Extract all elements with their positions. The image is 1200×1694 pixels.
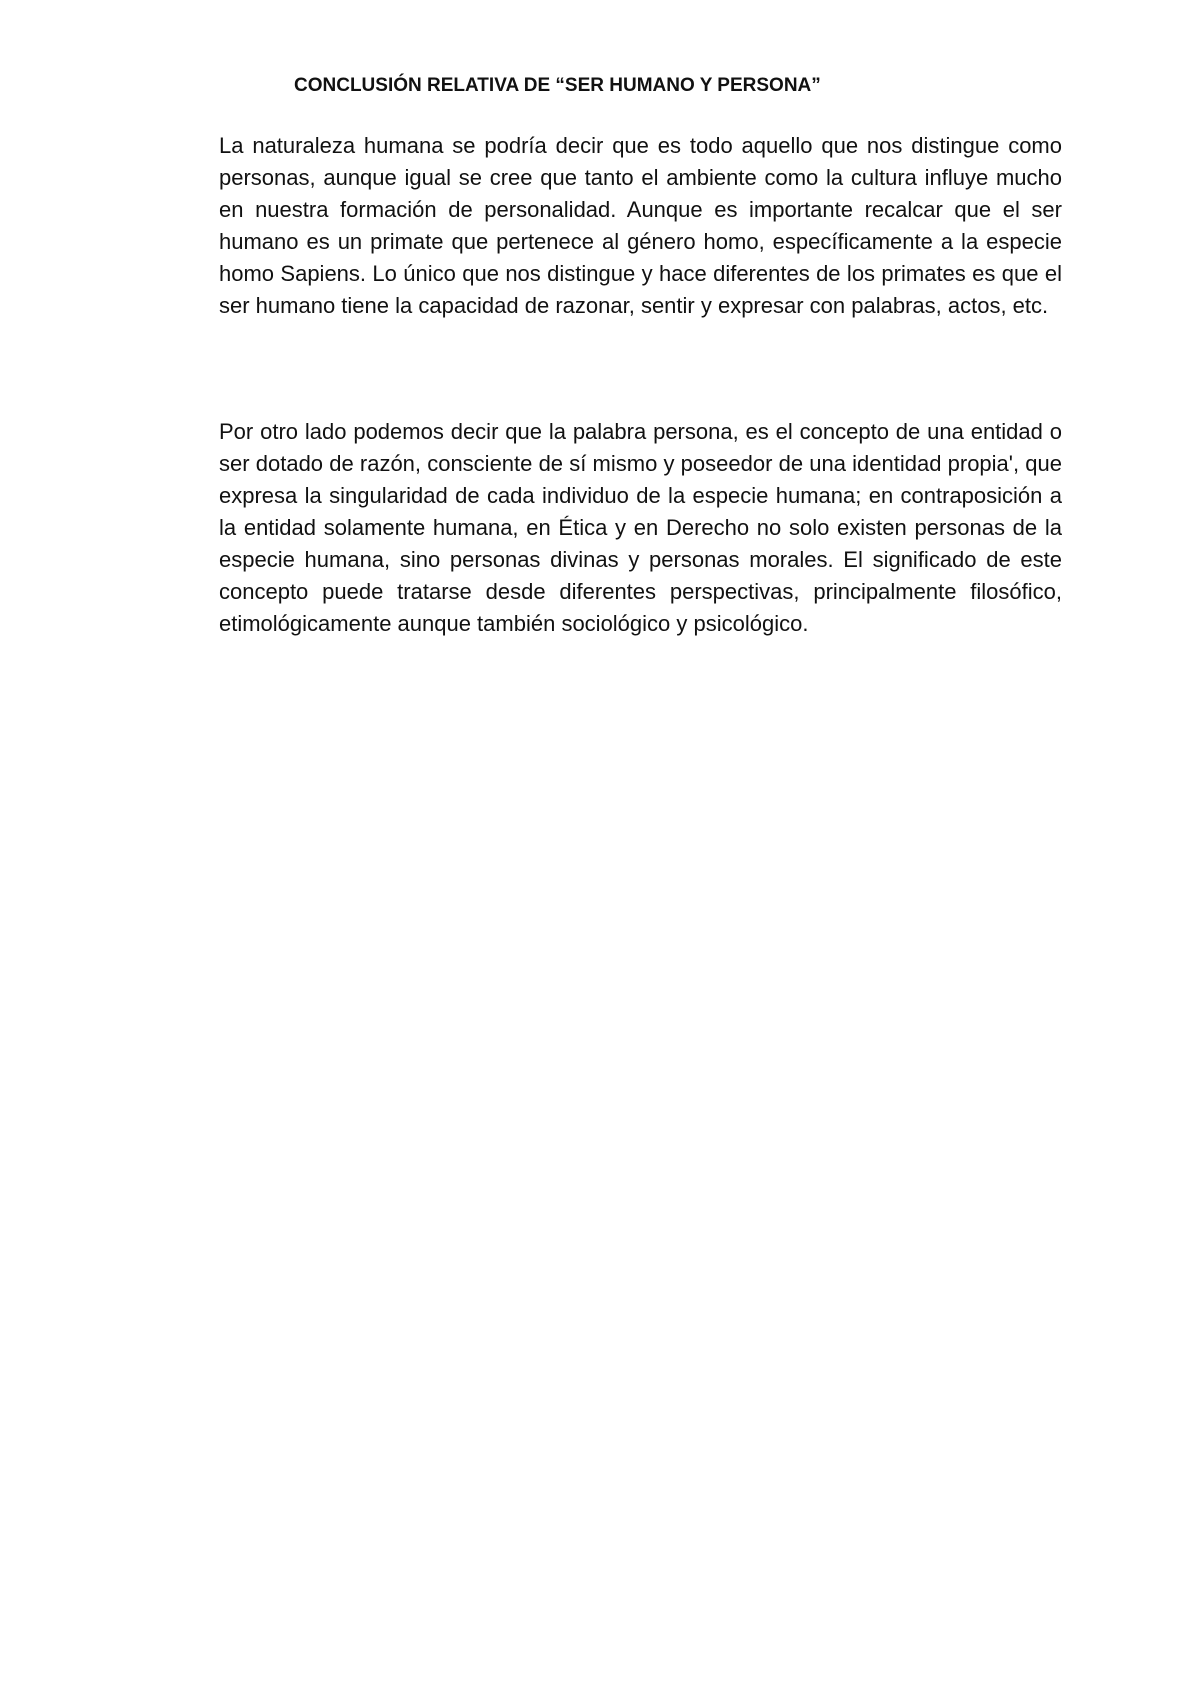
paragraph-naturaleza-humana: La naturaleza humana se podría decir que es todo aquello que nos distingue como personas, aunque igual se cree que tanto el ambiente como la cultura influye mucho en nuestra formación de personalidad. Aunque es importante recalcar que el ser humano es un primate que pertenece al género homo, específicamente a la especie homo Sapiens. Lo único que nos distingue y hace diferentes de los primates es que el ser humano tiene la capacidad de razonar, sentir y expresar con palabras, actos, etc. xyxy=(219,133,1062,318)
paragraph-concepto-persona: Por otro lado podemos decir que la palabra persona, es el concepto de una entidad o ser dotado de razón, consciente de sí mismo y poseedor de una identidad propia', que expresa la singularidad de cada individuo de la especie humana; en contraposición a la entidad solamente humana, en Ética y en Derecho no solo existen personas de la especie humana, sino personas divinas y personas morales. El significado de este concepto puede tratarse desde diferentes perspectivas, principalmente filosófico, etimológicamente aunque también sociológico y psicológico. xyxy=(219,419,1062,636)
document-title: CONCLUSIÓN RELATIVA DE “SER HUMANO Y PERSONA” xyxy=(294,75,821,96)
